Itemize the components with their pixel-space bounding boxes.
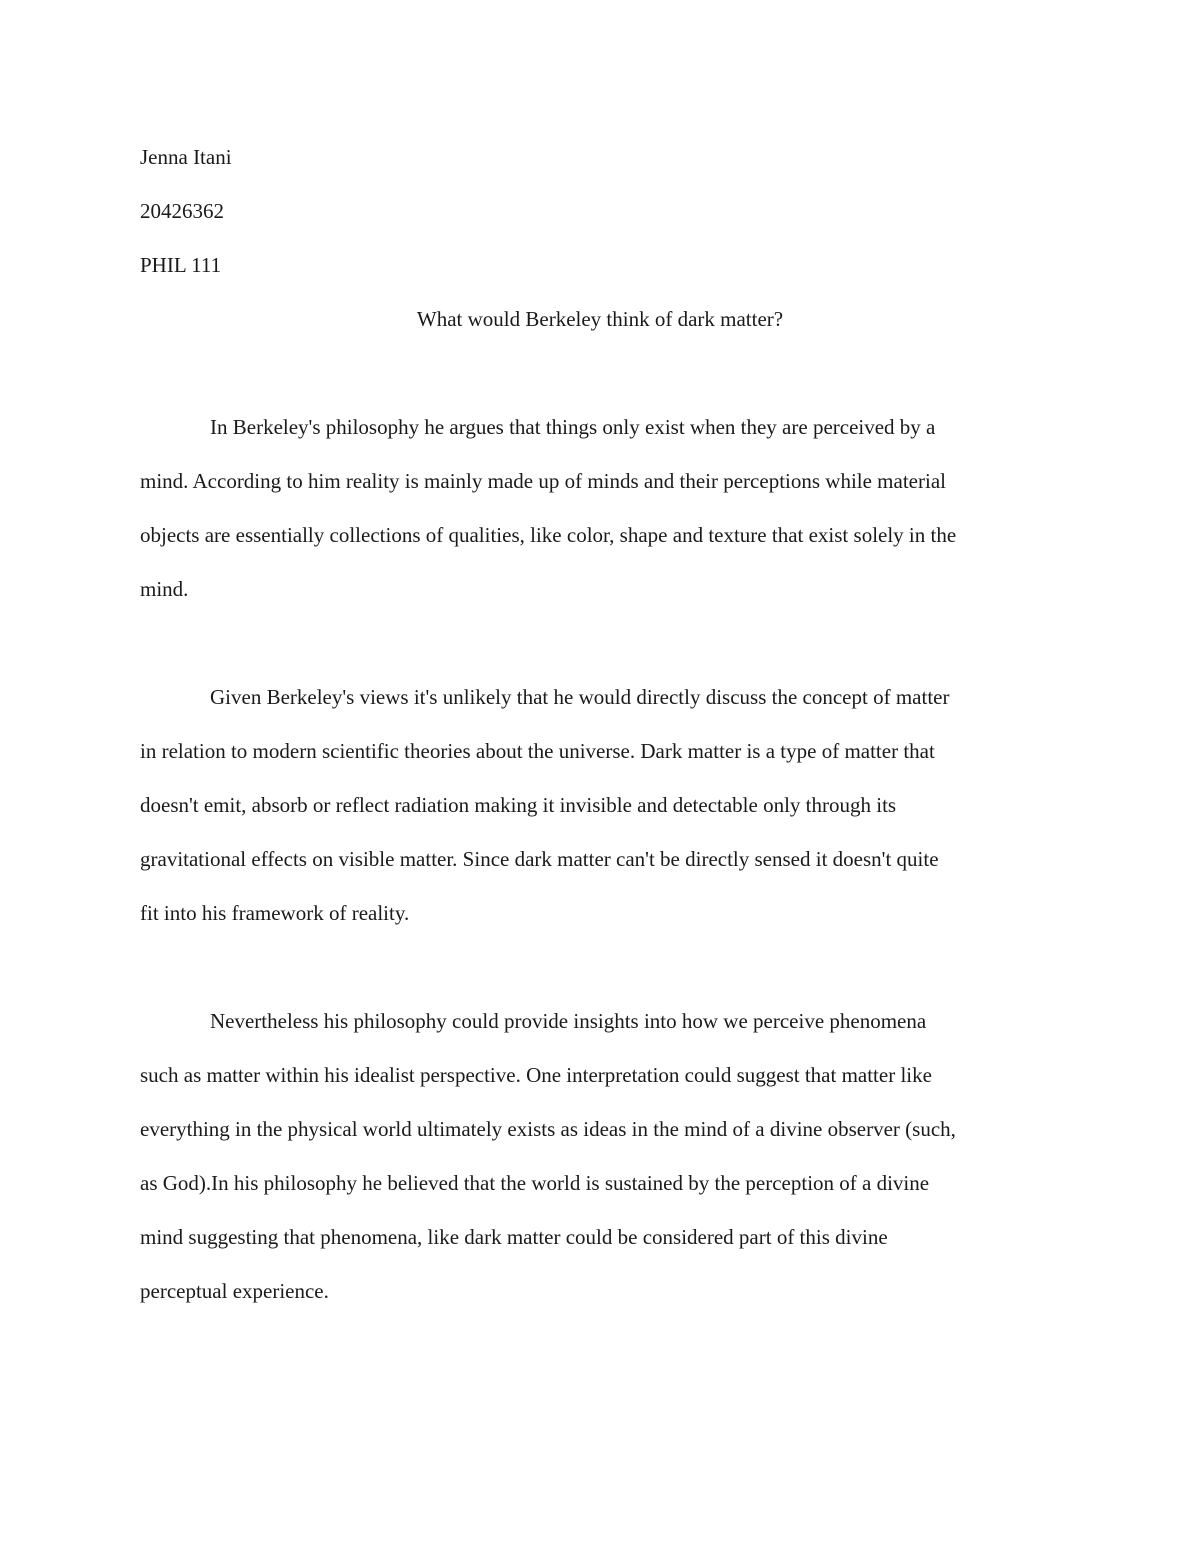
text-line: in relation to modern scientific theories about the universe. Dark matter is a type of matter that <box>140 739 935 763</box>
text-line: such as matter within his idealist perspective. One interpretation could suggest that matter like <box>140 1063 932 1087</box>
text-line: fit into his framework of reality. <box>140 901 410 925</box>
text-line: perceptual experience. <box>140 1279 329 1303</box>
course-code: PHIL 111 <box>140 253 222 277</box>
text-line: mind. According to him reality is mainly made up of minds and their perceptions while material <box>140 469 946 493</box>
text-line: In Berkeley's philosophy he argues that things only exist when they are perceived by a <box>210 415 936 439</box>
text-line: objects are essentially collections of qualities, like color, shape and texture that exist solely in the <box>140 523 957 547</box>
text-line: as God).In his philosophy he believed that the world is sustained by the perception of a divine <box>140 1171 930 1195</box>
student-id: 20426362 <box>140 199 224 223</box>
text-line: mind. <box>140 577 189 601</box>
text-line: Nevertheless his philosophy could provide insights into how we perceive phenomena <box>210 1009 927 1033</box>
text-line: Given Berkeley's views it's unlikely that he would directly discuss the concept of matter <box>210 685 950 709</box>
author-name: Jenna Itani <box>140 145 232 169</box>
text-line: mind suggesting that phenomena, like dark matter could be considered part of this divine <box>140 1225 888 1249</box>
text-line: gravitational effects on visible matter. Since dark matter can't be directly sensed it doesn't quite <box>140 847 939 871</box>
essay-title: What would Berkeley think of dark matter? <box>416 307 784 331</box>
text-line: everything in the physical world ultimately exists as ideas in the mind of a divine observer (such, <box>140 1117 956 1141</box>
text-line: doesn't emit, absorb or reflect radiation making it invisible and detectable only through its <box>140 793 897 817</box>
